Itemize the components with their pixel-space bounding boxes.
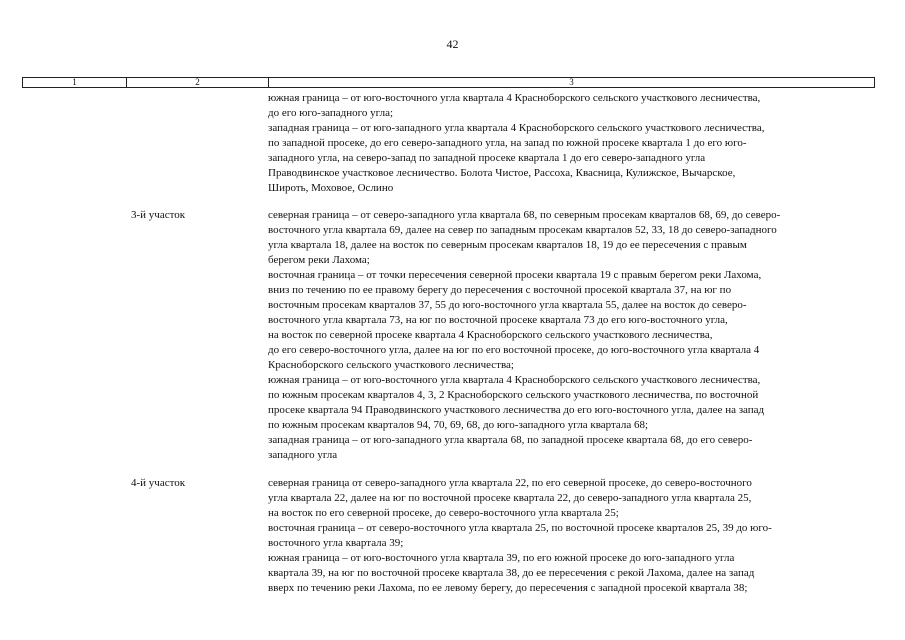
- text-line: до его северо-восточного угла, далее на юг по его восточной просеке, до юго-восточного угла квартала 4: [268, 344, 760, 356]
- section-label: 4-й участок: [131, 477, 186, 489]
- text-line: по южным просекам кварталов 4, 3, 2 Красноборского сельского участкового лесничества, по восточной: [268, 389, 759, 401]
- text-line: Праводвинское участковое лесничество. Болота Чистое, Рассоха, Квасница, Кулижское, Вычарское,: [268, 167, 736, 179]
- text-line: угла квартала 18, далее на восток по северным просекам кварталов 18, 19 до ее пересечения с правым: [268, 239, 747, 251]
- text-line: северная граница от северо-западного угла квартала 22, по его северной просеке, до северо-восточного: [268, 477, 752, 489]
- text-line: на восток по северной просеке квартала 4 Красноборского сельского участкового лесничества,: [268, 329, 713, 341]
- text-line: восточного угла квартала 73, на юг по восточной просеке квартала 73 до его юго-восточного угла,: [268, 314, 728, 326]
- text-line: западного угла, на северо-запад по западной просеке квартала 1 до его северо-западного угла: [268, 152, 706, 164]
- text-line: западного угла: [268, 449, 338, 461]
- table-header-col-2: 2: [127, 78, 269, 87]
- text-line: южная граница – от юго-восточного угла квартала 4 Красноборского сельского участкового лесничества,: [268, 374, 761, 386]
- text-line: до его юго-западного угла;: [268, 107, 394, 119]
- text-line: южная граница – от юго-восточного угла квартала 4 Красноборского сельского участкового лесничества,: [268, 92, 761, 104]
- table-header-row: [22, 77, 875, 88]
- text-line: Красноборского сельского участкового лесничества;: [268, 359, 514, 371]
- table-header-col-1: 1: [23, 78, 127, 87]
- text-line: берегом реки Лахома;: [268, 254, 370, 266]
- text-line: южная граница – от юго-восточного угла квартала 39, по его южной просеке до юго-западного угла: [268, 552, 735, 564]
- table-header-col-3: 3: [569, 77, 574, 87]
- text-line: восточным просекам кварталов 37, 55 до юго-восточного угла квартала 55, далее на восток до северо-: [268, 299, 747, 311]
- text-line: восточная граница – от точки пересечения северной просеки квартала 19 с правым берегом реки Лахома,: [268, 269, 762, 281]
- section-text: [268, 91, 878, 196]
- page-number: 42: [446, 37, 459, 51]
- text-line: квартала 39, на юг по восточной просеке квартала 38, до ее пересечения с рекой Лахома, далее на запад: [268, 567, 755, 579]
- text-line: западная граница – от юго-западного угла квартала 68, по западной просеке квартала 68, до его северо-: [268, 434, 753, 446]
- text-line: восточная граница – от северо-восточного угла квартала 25, по восточной просеке кварталов 25, 39 до юго-: [268, 522, 772, 534]
- text-line: восточного угла квартала 69, далее на север по западным просекам кварталов 52, 33, 18 до северо-западного: [268, 224, 777, 236]
- text-line: по западной просеке, до его северо-западного угла, на запад по южной просеке квартала 1 до его юго-: [268, 137, 747, 149]
- text-line: западная граница – от юго-западного угла квартала 4 Красноборского сельского участкового лесничества,: [268, 122, 765, 134]
- section-text: [268, 476, 878, 596]
- section-label: 3-й участок: [131, 209, 186, 221]
- text-line: Широть, Моховое, Ослино: [268, 182, 394, 194]
- text-line: на восток по его северной просеке, до северо-восточного угла квартала 25;: [268, 507, 619, 519]
- text-line: вверх по течению реки Лахома, по ее левому берегу, до пересечения с западной просекой квартала 38;: [268, 582, 748, 594]
- section-text: [268, 208, 878, 463]
- text-line: восточного угла квартала 39;: [268, 537, 404, 549]
- text-line: просеке квартала 94 Праводвинского участкового лесничества до его юго-восточного угла, далее на запад: [268, 404, 765, 416]
- text-line: северная граница – от северо-западного угла квартала 68, по северным просекам кварталов 68, 69, до северо-: [268, 209, 781, 221]
- text-line: угла квартала 22, далее на юг по восточной просеке квартала 22, до северо-западного угла квартала 25,: [268, 492, 752, 504]
- text-line: по южным просекам кварталов 94, 70, 69, 68, до юго-западного угла квартала 68;: [268, 419, 649, 431]
- text-line: вниз по течению по ее правому берегу до пересечения с восточной просекой квартала 37, на юг по: [268, 284, 732, 296]
